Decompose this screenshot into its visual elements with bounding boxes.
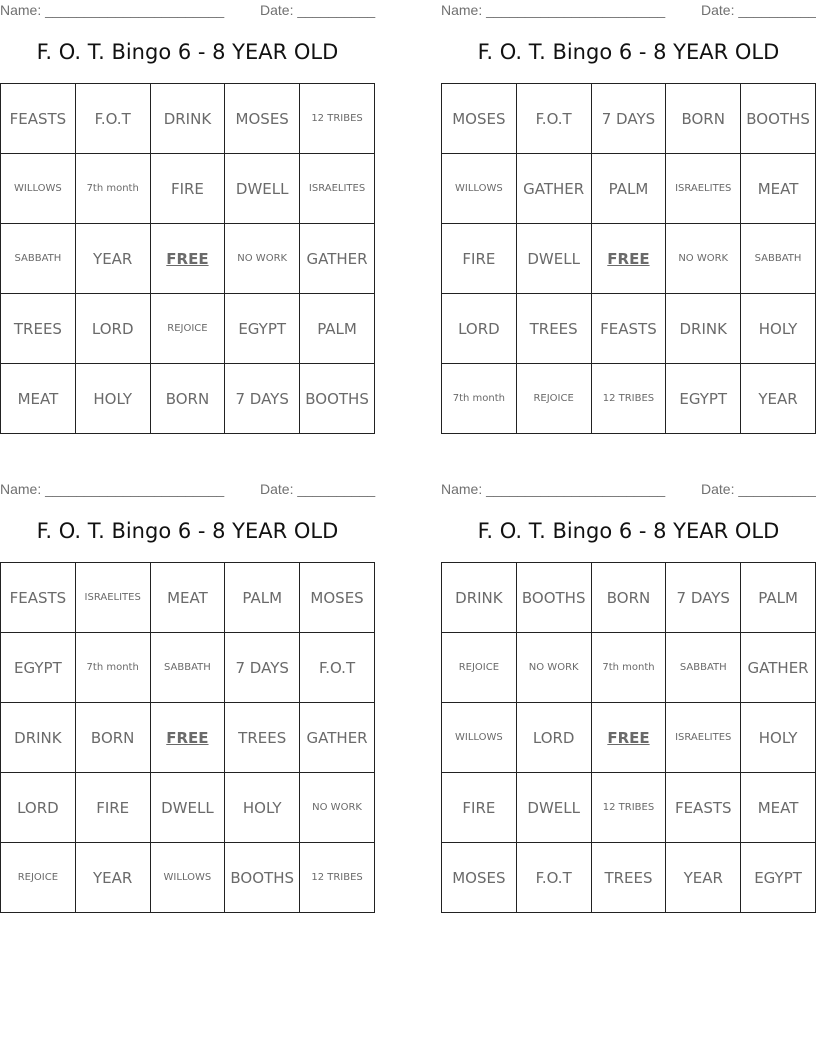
- free-space-cell: FREE: [150, 224, 225, 294]
- grid-row: [1, 563, 375, 633]
- grid-cell: EGYPT: [741, 843, 816, 913]
- grid-cell: F.O.T: [75, 84, 150, 154]
- grid-row: [1, 773, 375, 843]
- grid-cell: WILLOWS: [150, 843, 225, 913]
- grid-cell: SABBATH: [666, 633, 741, 703]
- grid-cell: WILLOWS: [442, 703, 517, 773]
- grid-cell: WILLOWS: [442, 154, 517, 224]
- grid-row: [1, 364, 375, 434]
- grid-row: [442, 364, 816, 434]
- grid-cell: DRINK: [150, 84, 225, 154]
- bingo-grid: [441, 83, 816, 434]
- grid-cell: PALM: [741, 563, 816, 633]
- grid-row: [442, 703, 816, 773]
- card-title: F. O. T. Bingo 6 - 8 YEAR OLD: [36, 40, 339, 64]
- grid-cell: REJOICE: [1, 843, 76, 913]
- grid-cell: BOOTHS: [300, 364, 375, 434]
- grid-cell: 12 TRIBES: [591, 773, 666, 843]
- grid-cell: NO WORK: [300, 773, 375, 843]
- grid-cell: 7th month: [75, 633, 150, 703]
- grid-cell: F.O.T: [516, 843, 591, 913]
- grid-cell: BORN: [591, 563, 666, 633]
- grid-cell: HOLY: [741, 294, 816, 364]
- grid-cell: BOOTHS: [516, 563, 591, 633]
- grid-cell: TREES: [1, 294, 76, 364]
- grid-row: [442, 773, 816, 843]
- grid-cell: EGYPT: [225, 294, 300, 364]
- name-field-label: Name: _______________________: [441, 2, 666, 18]
- bingo-grid: [441, 562, 816, 913]
- grid-cell: FIRE: [150, 154, 225, 224]
- grid-cell: PALM: [300, 294, 375, 364]
- grid-row: [1, 843, 375, 913]
- grid-cell: HOLY: [741, 703, 816, 773]
- grid-cell: 12 TRIBES: [300, 843, 375, 913]
- grid-cell: HOLY: [225, 773, 300, 843]
- grid-cell: SABBATH: [150, 633, 225, 703]
- grid-cell: F.O.T: [300, 633, 375, 703]
- grid-cell: FIRE: [75, 773, 150, 843]
- grid-row: [1, 294, 375, 364]
- grid-cell: PALM: [225, 563, 300, 633]
- card-header: [441, 479, 816, 499]
- grid-cell: BOOTHS: [741, 84, 816, 154]
- grid-row: [442, 224, 816, 294]
- free-space-cell: FREE: [591, 703, 666, 773]
- grid-cell: EGYPT: [1, 633, 76, 703]
- grid-cell: MEAT: [1, 364, 76, 434]
- grid-cell: DRINK: [666, 294, 741, 364]
- grid-cell: YEAR: [666, 843, 741, 913]
- grid-row: [442, 633, 816, 703]
- grid-cell: MOSES: [300, 563, 375, 633]
- date-field-label: Date: __________: [260, 481, 376, 497]
- grid-row: [1, 154, 375, 224]
- date-field-label: Date: __________: [701, 2, 816, 18]
- grid-cell: FEASTS: [1, 563, 76, 633]
- card-title: F. O. T. Bingo 6 - 8 YEAR OLD: [36, 519, 339, 543]
- grid-cell: 7 DAYS: [666, 563, 741, 633]
- grid-cell: GATHER: [300, 224, 375, 294]
- grid-cell: 7th month: [591, 633, 666, 703]
- grid-cell: NO WORK: [666, 224, 741, 294]
- grid-cell: BORN: [666, 84, 741, 154]
- grid-cell: REJOICE: [150, 294, 225, 364]
- grid-cell: MOSES: [225, 84, 300, 154]
- grid-row: [442, 84, 816, 154]
- grid-cell: MEAT: [150, 563, 225, 633]
- grid-cell: PALM: [591, 154, 666, 224]
- name-field-label: Name: _______________________: [0, 481, 225, 497]
- card-header: [441, 0, 816, 20]
- grid-row: [442, 843, 816, 913]
- grid-cell: LORD: [75, 294, 150, 364]
- grid-cell: REJOICE: [516, 364, 591, 434]
- grid-cell: 7 DAYS: [225, 633, 300, 703]
- grid-cell: ISRAELITES: [300, 154, 375, 224]
- free-space-cell: FREE: [591, 224, 666, 294]
- grid-cell: 7 DAYS: [591, 84, 666, 154]
- grid-cell: DWELL: [150, 773, 225, 843]
- grid-cell: TREES: [225, 703, 300, 773]
- grid-cell: YEAR: [75, 224, 150, 294]
- grid-cell: YEAR: [75, 843, 150, 913]
- grid-cell: NO WORK: [516, 633, 591, 703]
- grid-cell: MOSES: [442, 843, 517, 913]
- grid-cell: MEAT: [741, 773, 816, 843]
- grid-cell: 7 DAYS: [225, 364, 300, 434]
- grid-cell: WILLOWS: [1, 154, 76, 224]
- grid-cell: DWELL: [516, 773, 591, 843]
- grid-cell: SABBATH: [1, 224, 76, 294]
- grid-cell: ISRAELITES: [75, 563, 150, 633]
- grid-cell: HOLY: [75, 364, 150, 434]
- grid-row: [1, 633, 375, 703]
- grid-cell: 12 TRIBES: [591, 364, 666, 434]
- grid-cell: 7th month: [442, 364, 517, 434]
- grid-cell: TREES: [591, 843, 666, 913]
- grid-cell: FEASTS: [666, 773, 741, 843]
- grid-cell: FIRE: [442, 224, 517, 294]
- grid-row: [1, 703, 375, 773]
- free-space-cell: FREE: [150, 703, 225, 773]
- date-field-label: Date: __________: [260, 2, 376, 18]
- grid-row: [442, 563, 816, 633]
- grid-cell: FEASTS: [1, 84, 76, 154]
- grid-cell: F.O.T: [516, 84, 591, 154]
- bingo-grid: [0, 562, 375, 913]
- card-header: [0, 479, 375, 499]
- card-title: F. O. T. Bingo 6 - 8 YEAR OLD: [477, 40, 780, 64]
- grid-cell: 7th month: [75, 154, 150, 224]
- grid-cell: YEAR: [741, 364, 816, 434]
- grid-cell: REJOICE: [442, 633, 517, 703]
- grid-row: [442, 294, 816, 364]
- grid-cell: ISRAELITES: [666, 154, 741, 224]
- card-title: F. O. T. Bingo 6 - 8 YEAR OLD: [477, 519, 780, 543]
- grid-cell: SABBATH: [741, 224, 816, 294]
- grid-cell: MOSES: [442, 84, 517, 154]
- grid-cell: DRINK: [442, 563, 517, 633]
- grid-cell: DWELL: [225, 154, 300, 224]
- grid-cell: FEASTS: [591, 294, 666, 364]
- grid-row: [1, 84, 375, 154]
- grid-cell: 12 TRIBES: [300, 84, 375, 154]
- grid-cell: LORD: [1, 773, 76, 843]
- grid-cell: GATHER: [300, 703, 375, 773]
- grid-cell: LORD: [516, 703, 591, 773]
- grid-row: [1, 224, 375, 294]
- grid-cell: BORN: [150, 364, 225, 434]
- grid-cell: GATHER: [741, 633, 816, 703]
- grid-cell: DWELL: [516, 224, 591, 294]
- grid-row: [442, 154, 816, 224]
- grid-cell: MEAT: [741, 154, 816, 224]
- grid-cell: DRINK: [1, 703, 76, 773]
- grid-cell: FIRE: [442, 773, 517, 843]
- grid-cell: TREES: [516, 294, 591, 364]
- card-header: [0, 0, 375, 20]
- grid-cell: NO WORK: [225, 224, 300, 294]
- grid-cell: EGYPT: [666, 364, 741, 434]
- bingo-grid: [0, 83, 375, 434]
- date-field-label: Date: __________: [701, 481, 816, 497]
- grid-cell: GATHER: [516, 154, 591, 224]
- grid-cell: LORD: [442, 294, 517, 364]
- name-field-label: Name: _______________________: [0, 2, 225, 18]
- name-field-label: Name: _______________________: [441, 481, 666, 497]
- grid-cell: ISRAELITES: [666, 703, 741, 773]
- grid-cell: BOOTHS: [225, 843, 300, 913]
- grid-cell: BORN: [75, 703, 150, 773]
